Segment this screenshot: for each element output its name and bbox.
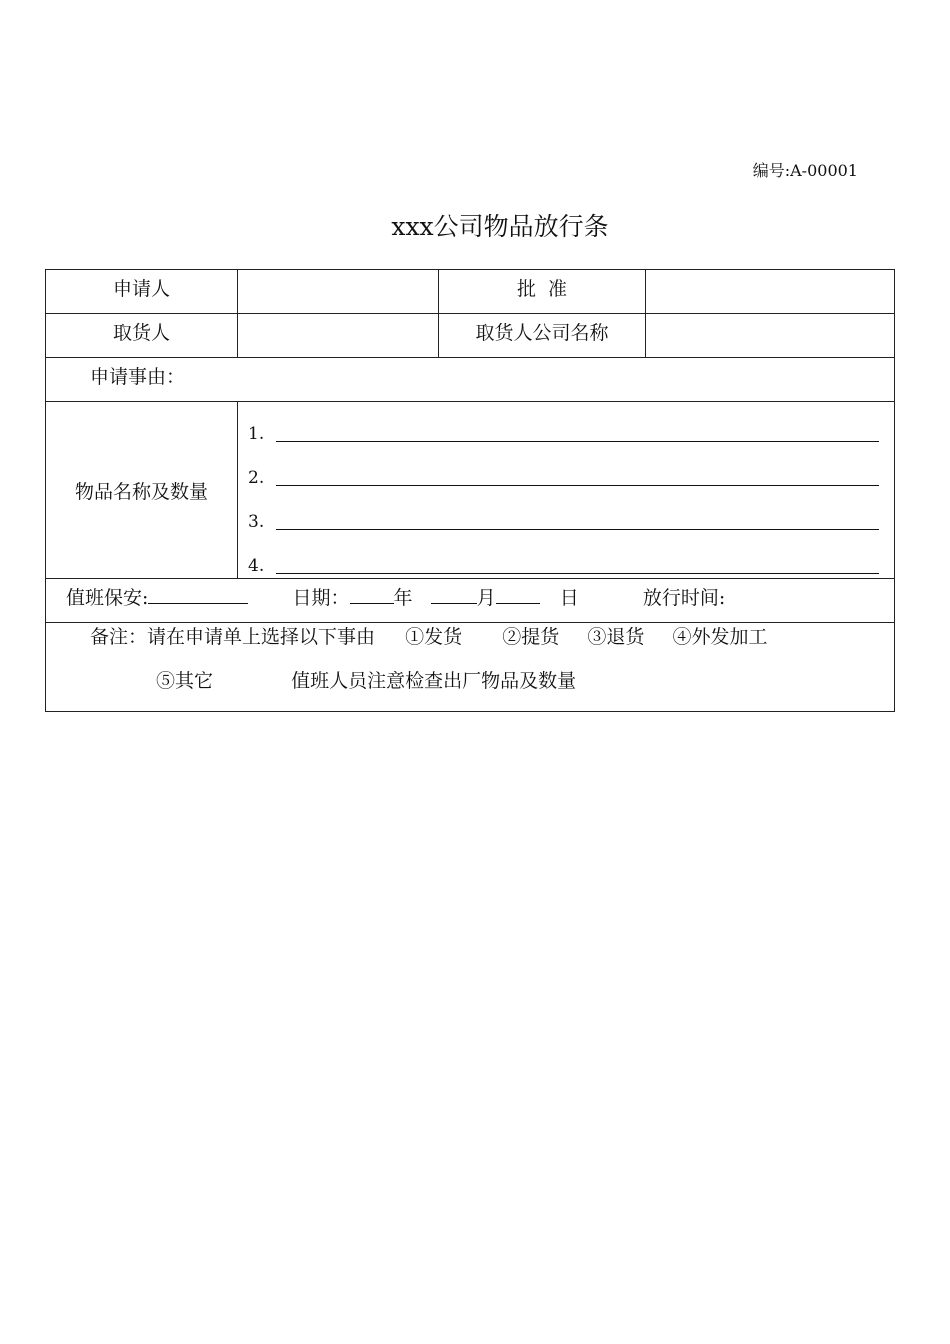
pickup-person-label: 取货人 xyxy=(46,314,238,358)
applicant-label: 申请人 xyxy=(46,270,238,314)
option-other: ⑤其它 xyxy=(156,670,214,692)
item-underline xyxy=(276,440,879,442)
remarks-row xyxy=(46,623,895,712)
items-row xyxy=(46,402,895,579)
duty-row xyxy=(46,579,895,623)
applicant-row xyxy=(46,270,895,314)
item-underline xyxy=(276,528,879,530)
year-blank[interactable] xyxy=(350,585,394,604)
reason-row xyxy=(46,358,895,402)
option-pickup: ②提货 xyxy=(502,626,560,648)
pickup-person-field[interactable] xyxy=(238,314,439,358)
option-return: ③退货 xyxy=(587,626,645,648)
pickup-company-field[interactable] xyxy=(646,314,895,358)
items-list xyxy=(238,402,895,579)
release-time-label: 放行时间: xyxy=(642,587,726,609)
approve-label: 批 准 xyxy=(439,270,646,314)
remarks-line-1 xyxy=(46,623,894,667)
release-form-table xyxy=(45,269,895,712)
duty-guard-blank[interactable] xyxy=(148,585,248,604)
item-line-2[interactable] xyxy=(238,446,894,490)
remarks-prefix: 备注：请在申请单上选择以下事由 xyxy=(90,626,376,648)
reason-label[interactable]: 申请事由： xyxy=(46,358,895,402)
option-outsourcing: ④外发加工 xyxy=(672,626,768,648)
day-label: 日 xyxy=(559,587,579,609)
pickup-row xyxy=(46,314,895,358)
item-line-1[interactable] xyxy=(238,402,894,446)
items-label: 物品名称及数量 xyxy=(46,402,238,579)
item-number: 3. xyxy=(248,512,265,532)
item-line-4[interactable] xyxy=(238,534,894,578)
option-ship: ①发货 xyxy=(405,626,463,648)
remarks-line-2 xyxy=(46,667,894,711)
duty-note: 值班人员注意检查出厂物品及数量 xyxy=(291,670,577,692)
remarks xyxy=(46,623,895,712)
item-underline xyxy=(276,484,879,486)
item-underline xyxy=(276,572,879,574)
applicant-field[interactable] xyxy=(238,270,439,314)
item-number: 4. xyxy=(248,556,265,576)
item-number: 1. xyxy=(248,424,265,444)
document-title: xxx公司物品放行条 xyxy=(391,212,609,241)
day-blank[interactable] xyxy=(496,585,540,604)
pickup-company-label: 取货人公司名称 xyxy=(439,314,646,358)
month-label: 月 xyxy=(476,587,496,609)
serial-number: 编号:A-00001 xyxy=(752,161,858,180)
date-label: 日期： xyxy=(292,587,350,609)
year-label: 年 xyxy=(393,587,413,609)
approve-field[interactable] xyxy=(646,270,895,314)
duty-info xyxy=(46,579,895,623)
item-number: 2. xyxy=(248,468,265,488)
month-blank[interactable] xyxy=(431,585,477,604)
duty-guard-label: 值班保安: xyxy=(66,587,149,609)
item-line-3[interactable] xyxy=(238,490,894,534)
